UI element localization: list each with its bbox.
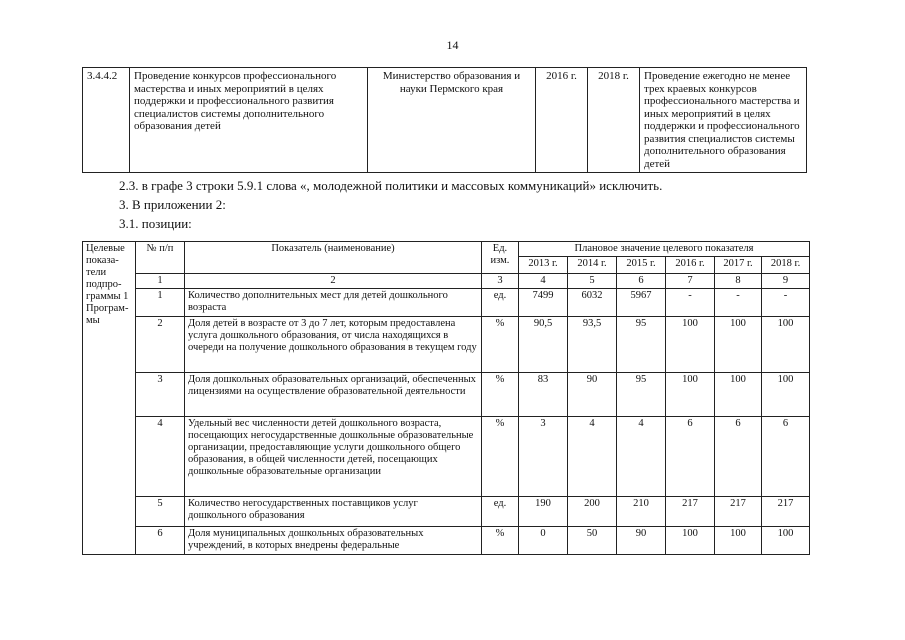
unit-header: Ед. изм. (482, 242, 519, 274)
value: 6 (666, 417, 715, 497)
indicator-header: Показатель (наименование) (185, 242, 482, 274)
year-header: 2013 г. (519, 257, 568, 274)
row-code: 3.4.4.2 (83, 68, 130, 173)
indicator-name: Удельный вес численности детей дошкольного возраста, посещающих негосударственные дошкольные образовательные организации, предоставляющие услуги дошкольного общего образования, в общей численности детей, посещающих дошкольные образовательные организации (185, 417, 482, 497)
col-number: 5 (568, 274, 617, 289)
value: 217 (666, 497, 715, 527)
unit: % (482, 317, 519, 373)
num-header: № п/п (136, 242, 185, 274)
value: 50 (568, 527, 617, 555)
table-row (83, 317, 810, 373)
paragraph-2-3: 2.3. в графе 3 строки 5.9.1 слова «, молодежной политики и массовых коммуникаций» исключить. (119, 178, 663, 193)
row-executor: Министерство образования и науки Пермского края (368, 68, 536, 173)
indicators-table (82, 241, 810, 555)
value: 6 (762, 417, 810, 497)
year-header: 2017 г. (715, 257, 762, 274)
value: 190 (519, 497, 568, 527)
unit: ед. (482, 289, 519, 317)
value: 100 (715, 317, 762, 373)
col-number: 9 (762, 274, 810, 289)
col-number: 7 (666, 274, 715, 289)
indicator-name: Доля дошкольных образовательных организаций, обеспеченных лицензиями на осуществление образовательной деятельности (185, 373, 482, 417)
year-header: 2014 г. (568, 257, 617, 274)
indicator-name: Количество негосударственных поставщиков услуг дошкольного образования (185, 497, 482, 527)
table-row (83, 289, 810, 317)
row-number: 2 (136, 317, 185, 373)
table-row (83, 373, 810, 417)
row-event: Проведение конкурсов профессионального мастерства и иных мероприятий в целях поддержки и профессионального развития специалистов системы дополнительного образования детей (130, 68, 368, 173)
value: 90 (568, 373, 617, 417)
table-row (83, 68, 807, 173)
value: 90 (617, 527, 666, 555)
table-row (83, 497, 810, 527)
value: 100 (715, 373, 762, 417)
value: 93,5 (568, 317, 617, 373)
value: 100 (715, 527, 762, 555)
value: 4 (568, 417, 617, 497)
value: 4 (617, 417, 666, 497)
col-number: 8 (715, 274, 762, 289)
row-result: Проведение ежегодно не менее трех краевых конкурсов профессионального мастерства и иных мероприятий в целях поддержки и профессионального развития специалистов системы дополнительного образования детей (640, 68, 807, 173)
value: 100 (666, 317, 715, 373)
table-row (83, 527, 810, 555)
value: 210 (617, 497, 666, 527)
value: 100 (666, 373, 715, 417)
col-number: 2 (185, 274, 482, 289)
value: 5967 (617, 289, 666, 317)
value: 6 (715, 417, 762, 497)
unit: % (482, 527, 519, 555)
value: 217 (762, 497, 810, 527)
value: 3 (519, 417, 568, 497)
year-header: 2016 г. (666, 257, 715, 274)
targets-header: Целевые показа-тели подпро-граммы 1 Програм-мы (83, 242, 136, 555)
unit: ед. (482, 497, 519, 527)
value: 0 (519, 527, 568, 555)
indicator-name: Доля муниципальных дошкольных образовательных учреждений, в которых внедрены федеральные (185, 527, 482, 555)
value: - (762, 289, 810, 317)
value: - (666, 289, 715, 317)
col-number: 1 (136, 274, 185, 289)
value: 100 (762, 317, 810, 373)
value: 6032 (568, 289, 617, 317)
indicator-name: Количество дополнительных мест для детей дошкольного возраста (185, 289, 482, 317)
value: 7499 (519, 289, 568, 317)
activity-table (82, 67, 807, 173)
unit: % (482, 417, 519, 497)
value: 95 (617, 317, 666, 373)
planned-header: Плановое значение целевого показателя (519, 242, 810, 257)
row-number: 4 (136, 417, 185, 497)
value: 200 (568, 497, 617, 527)
year-header: 2015 г. (617, 257, 666, 274)
col-number: 3 (482, 274, 519, 289)
row-number: 5 (136, 497, 185, 527)
row-start: 2016 г. (536, 68, 588, 173)
col-number: 6 (617, 274, 666, 289)
unit: % (482, 373, 519, 417)
page-number: 14 (446, 38, 459, 52)
value: 217 (715, 497, 762, 527)
value: 90,5 (519, 317, 568, 373)
row-number: 3 (136, 373, 185, 417)
table-row (83, 417, 810, 497)
value: 100 (762, 373, 810, 417)
column-numbers-row (83, 274, 810, 289)
paragraph-3: 3. В приложении 2: (119, 197, 226, 212)
value: - (715, 289, 762, 317)
row-number: 1 (136, 289, 185, 317)
value: 83 (519, 373, 568, 417)
value: 100 (762, 527, 810, 555)
year-header: 2018 г. (762, 257, 810, 274)
row-end: 2018 г. (588, 68, 640, 173)
value: 95 (617, 373, 666, 417)
col-number: 4 (519, 274, 568, 289)
row-number: 6 (136, 527, 185, 555)
value: 100 (666, 527, 715, 555)
indicator-name: Доля детей в возрасте от 3 до 7 лет, которым предоставлена услуга дошкольного образования, от числа находящихся в очереди на получение дошкольного образования в текущем году (185, 317, 482, 373)
paragraph-3-1: 3.1. позиции: (119, 216, 192, 231)
